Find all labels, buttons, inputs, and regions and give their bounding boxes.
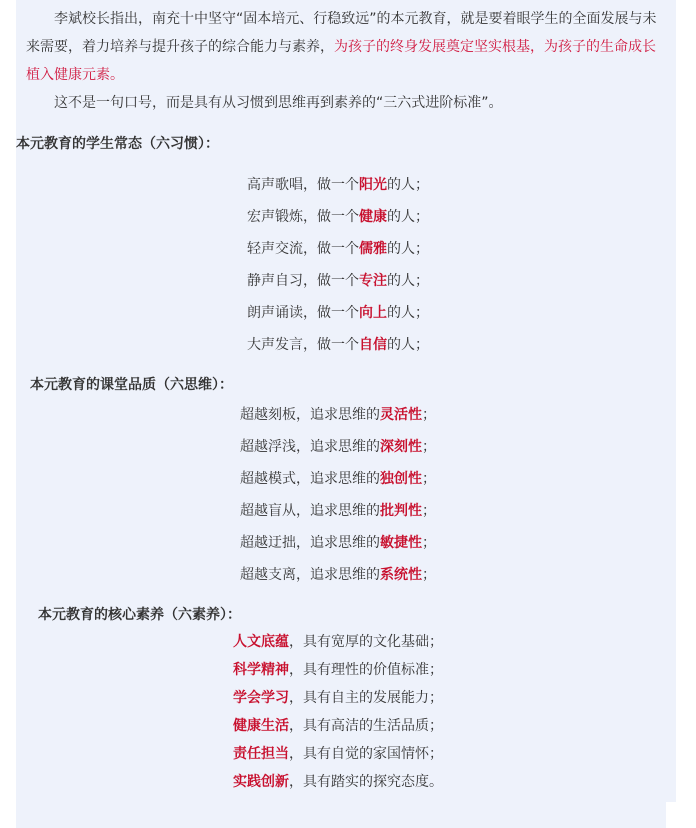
list-item: 实践创新，具有踏实的探究态度。 — [233, 774, 443, 790]
list-item: 学会学习，具有自主的发展能力； — [233, 690, 443, 706]
intro-text: 李斌校长指出，南充十中坚守“固本培元、行稳致远”的本元教育，就是要着眼学生的全面发展与未来需要，着力培养与提升孩子的综合能力与素养， — [26, 11, 657, 55]
intro-section — [26, 5, 666, 117]
list-item: 轻声交流，做一个儒雅的人； — [247, 241, 429, 257]
list-item: 超越迂拙，追求思维的敏捷性； — [240, 535, 436, 551]
literacy-heading: 本元教育的核心素养（六素养）： — [38, 607, 241, 623]
intro-paragraph-1 — [26, 5, 666, 89]
literacy-list — [233, 628, 443, 796]
list-item: 责任担当，具有自觉的家国情怀； — [233, 746, 443, 762]
list-item: 朗声诵读，做一个向上的人； — [247, 305, 429, 321]
corner-patch — [666, 802, 696, 828]
list-item: 超越盲从，追求思维的批判性； — [240, 503, 436, 519]
intro-highlight-text: 为孩子的终身发展奠定坚实根基，为孩子的生命成长植入健康元素。 — [26, 39, 656, 83]
habits-heading: 本元教育的学生常态（六习惯）： — [16, 136, 219, 152]
list-item: 超越刻板，追求思维的灵活性； — [240, 407, 436, 423]
list-item: 静声自习，做一个专注的人； — [247, 273, 429, 289]
habits-list — [247, 169, 429, 361]
intro-paragraph-2: 这不是一句口号，而是具有从习惯到思维再到素养的“三六式进阶标准”。 — [54, 95, 503, 111]
list-item: 健康生活，具有高洁的生活品质； — [233, 718, 443, 734]
article-body — [16, 0, 676, 828]
list-item: 超越模式，追求思维的独创性； — [240, 471, 436, 487]
list-item: 超越支离，追求思维的系统性； — [240, 567, 436, 583]
list-item: 人文底蕴，具有宽厚的文化基础； — [233, 634, 443, 650]
list-item: 宏声锻炼，做一个健康的人； — [247, 209, 429, 225]
list-item: 超越浮浅，追求思维的深刻性； — [240, 439, 436, 455]
list-item: 科学精神，具有理性的价值标准； — [233, 662, 443, 678]
thinking-list — [240, 399, 436, 591]
thinking-heading: 本元教育的课堂品质（六思维）： — [30, 377, 233, 393]
list-item: 大声发言，做一个自信的人； — [247, 337, 429, 353]
list-item: 高声歌唱，做一个阳光的人； — [247, 177, 429, 193]
